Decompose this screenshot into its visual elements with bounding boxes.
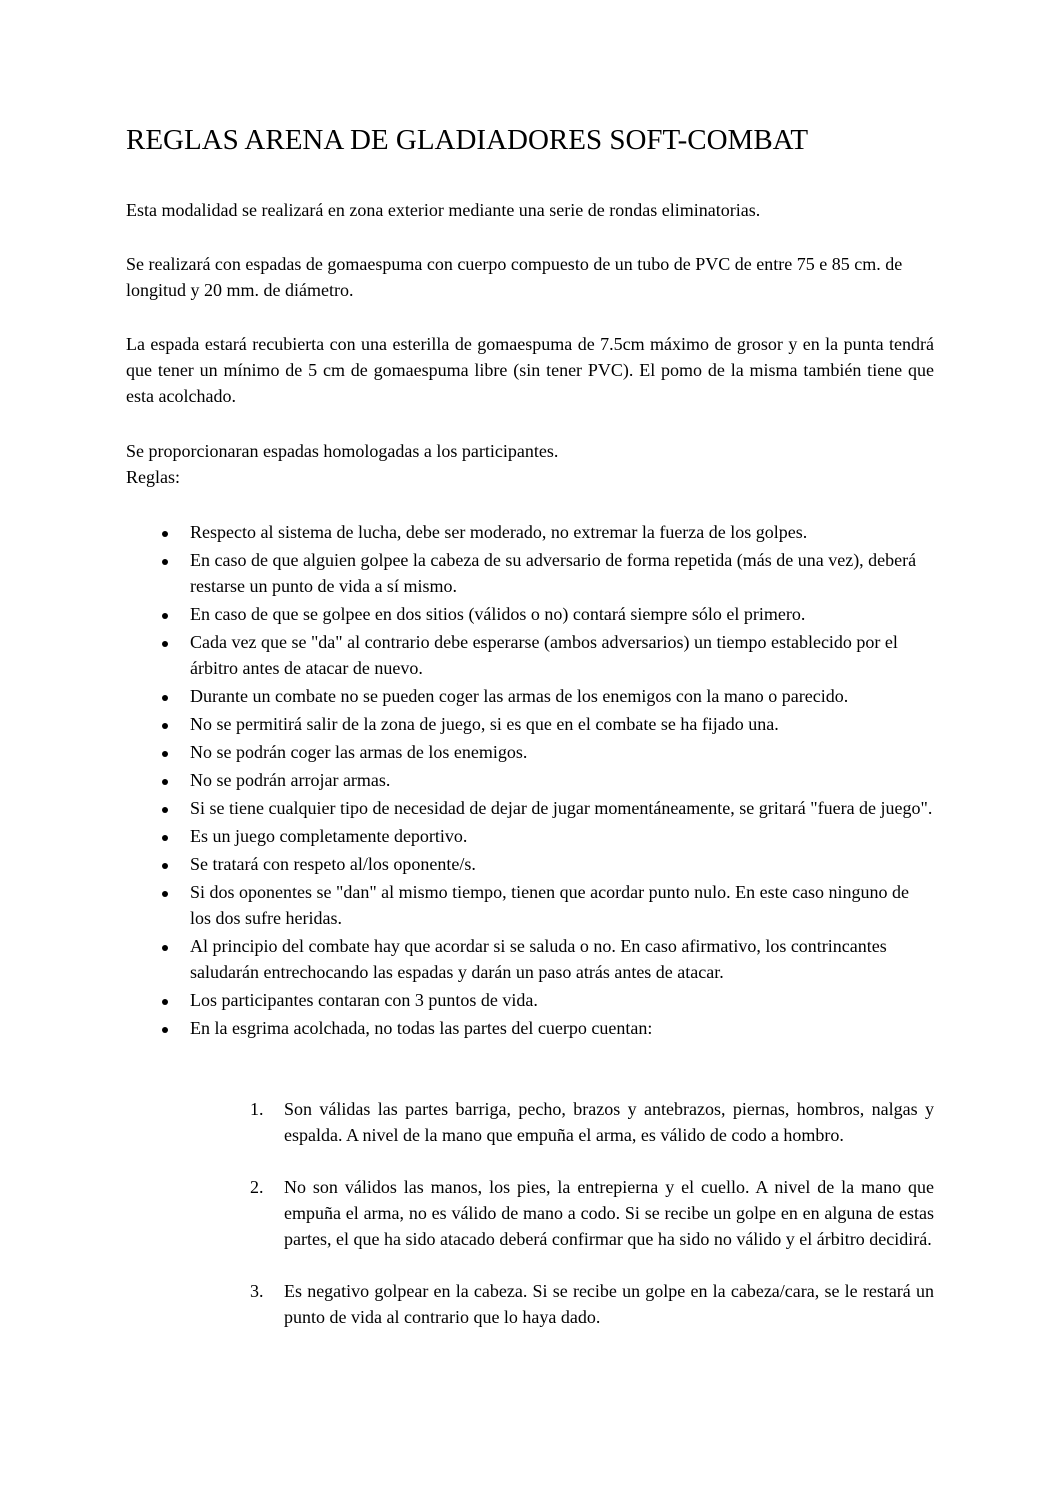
bullet-icon [162,779,168,785]
rule-text: No se permitirá salir de la zona de juego, si es que en el combate se ha fijado una. [190,714,779,734]
intro-paragraph: Esta modalidad se realizará en zona exterior mediante una serie de rondas eliminatorias. [126,200,761,220]
bullet-icon [162,945,168,951]
list-item [126,767,934,793]
rule-text: Es un juego completamente deportivo. [190,826,468,846]
bullet-icon [162,751,168,757]
bullet-icon [162,807,168,813]
bullet-icon [162,723,168,729]
rule-text: Cada vez que se "da" al contrario debe esperarse (ambos adversarios) un tiempo establecido por el árbitro antes de atacar de nuevo. [190,632,898,678]
rule-text: No se podrán coger las armas de los enemigos. [190,742,528,762]
item-number: 1. [250,1099,264,1119]
list-item [126,1278,934,1330]
rules-heading: Reglas: [126,467,180,487]
list-item [126,823,934,849]
list-item [126,629,934,681]
sword-provision-paragraph: Se proporcionaran espadas homologadas a los participantes. [126,441,559,461]
list-item [126,1096,934,1148]
body-part-text: No son válidos las manos, los pies, la entrepierna y el cuello. A nivel de la mano que empuña el arma, no es válido de mano a codo. Si se recibe un golpe en en alguna de estas partes, el que ha sido atacado deberá confirmar que ha sido no válido y el árbitro decidirá. [284,1177,934,1249]
bullet-icon [162,641,168,647]
list-item [126,711,934,737]
item-number: 2. [250,1177,264,1197]
rule-text: En caso de que se golpee en dos sitios (válidos o no) contará siempre sólo el primero. [190,604,806,624]
rule-text: Si dos oponentes se "dan" al mismo tiempo, tienen que acordar punto nulo. En este caso ninguno de los dos sufre heridas. [190,882,910,928]
body-part-text: Es negativo golpear en la cabeza. Si se recibe un golpe en la cabeza/cara, se le restará un punto de vida al contrario que lo haya dado. [284,1281,934,1327]
rules-list [126,519,934,1043]
body-part-text: Son válidas las partes barriga, pecho, brazos y antebrazos, piernas, hombros, nalgas y espalda. A nivel de la mano que empuña el arma, es válido de codo a hombro. [284,1099,934,1145]
list-item [126,601,934,627]
rule-text: Se tratará con respeto al/los oponente/s. [190,854,476,874]
list-item [126,987,934,1013]
rule-text: Al principio del combate hay que acordar si se saluda o no. En caso afirmativo, los contrincantes saludarán entrechocando las espadas y darán un paso atrás antes de atacar. [190,936,887,982]
list-item [126,1015,934,1041]
rule-text: No se podrán arrojar armas. [190,770,391,790]
list-item [126,851,934,877]
bullet-icon [162,531,168,537]
bullet-icon [162,559,168,565]
sword-description-paragraph: Se realizará con espadas de gomaespuma con cuerpo compuesto de un tubo de PVC de entre 75 e 85 cm. de longitud y 20 mm. de diámetro. [126,254,903,300]
rule-text: Durante un combate no se pueden coger las armas de los enemigos con la mano o parecido. [190,686,849,706]
item-number: 3. [250,1281,264,1301]
document-title: REGLAS ARENA DE GLADIADORES SOFT-COMBAT [126,124,809,156]
sword-padding-paragraph: La espada estará recubierta con una esterilla de gomaespuma de 7.5cm máximo de grosor y en la punta tendrá que tener un mínimo de 5 cm de gomaespuma libre (sin tener PVC). El pomo de la misma también tiene que esta acolchado. [126,334,934,406]
list-item [126,795,934,821]
list-item [126,933,934,985]
bullet-icon [162,863,168,869]
list-item [126,519,934,545]
rule-text: Si se tiene cualquier tipo de necesidad de dejar de jugar momentáneamente, se gritará "fuera de juego". [190,798,933,818]
list-item [126,879,934,931]
bullet-icon [162,999,168,1005]
rule-text: En la esgrima acolchada, no todas las partes del cuerpo cuentan: [190,1018,653,1038]
bullet-icon [162,613,168,619]
rule-text: Los participantes contaran con 3 puntos de vida. [190,990,538,1010]
rule-text: Respecto al sistema de lucha, debe ser moderado, no extremar la fuerza de los golpes. [190,522,808,542]
bullet-icon [162,695,168,701]
body-parts-list [126,1096,934,1356]
list-item [126,1174,934,1252]
list-item [126,547,934,599]
bullet-icon [162,891,168,897]
list-item [126,683,934,709]
rule-text: En caso de que alguien golpee la cabeza de su adversario de forma repetida (más de una vez), deberá restarse un punto de vida a sí mismo. [190,550,917,596]
list-item [126,739,934,765]
bullet-icon [162,1027,168,1033]
bullet-icon [162,835,168,841]
